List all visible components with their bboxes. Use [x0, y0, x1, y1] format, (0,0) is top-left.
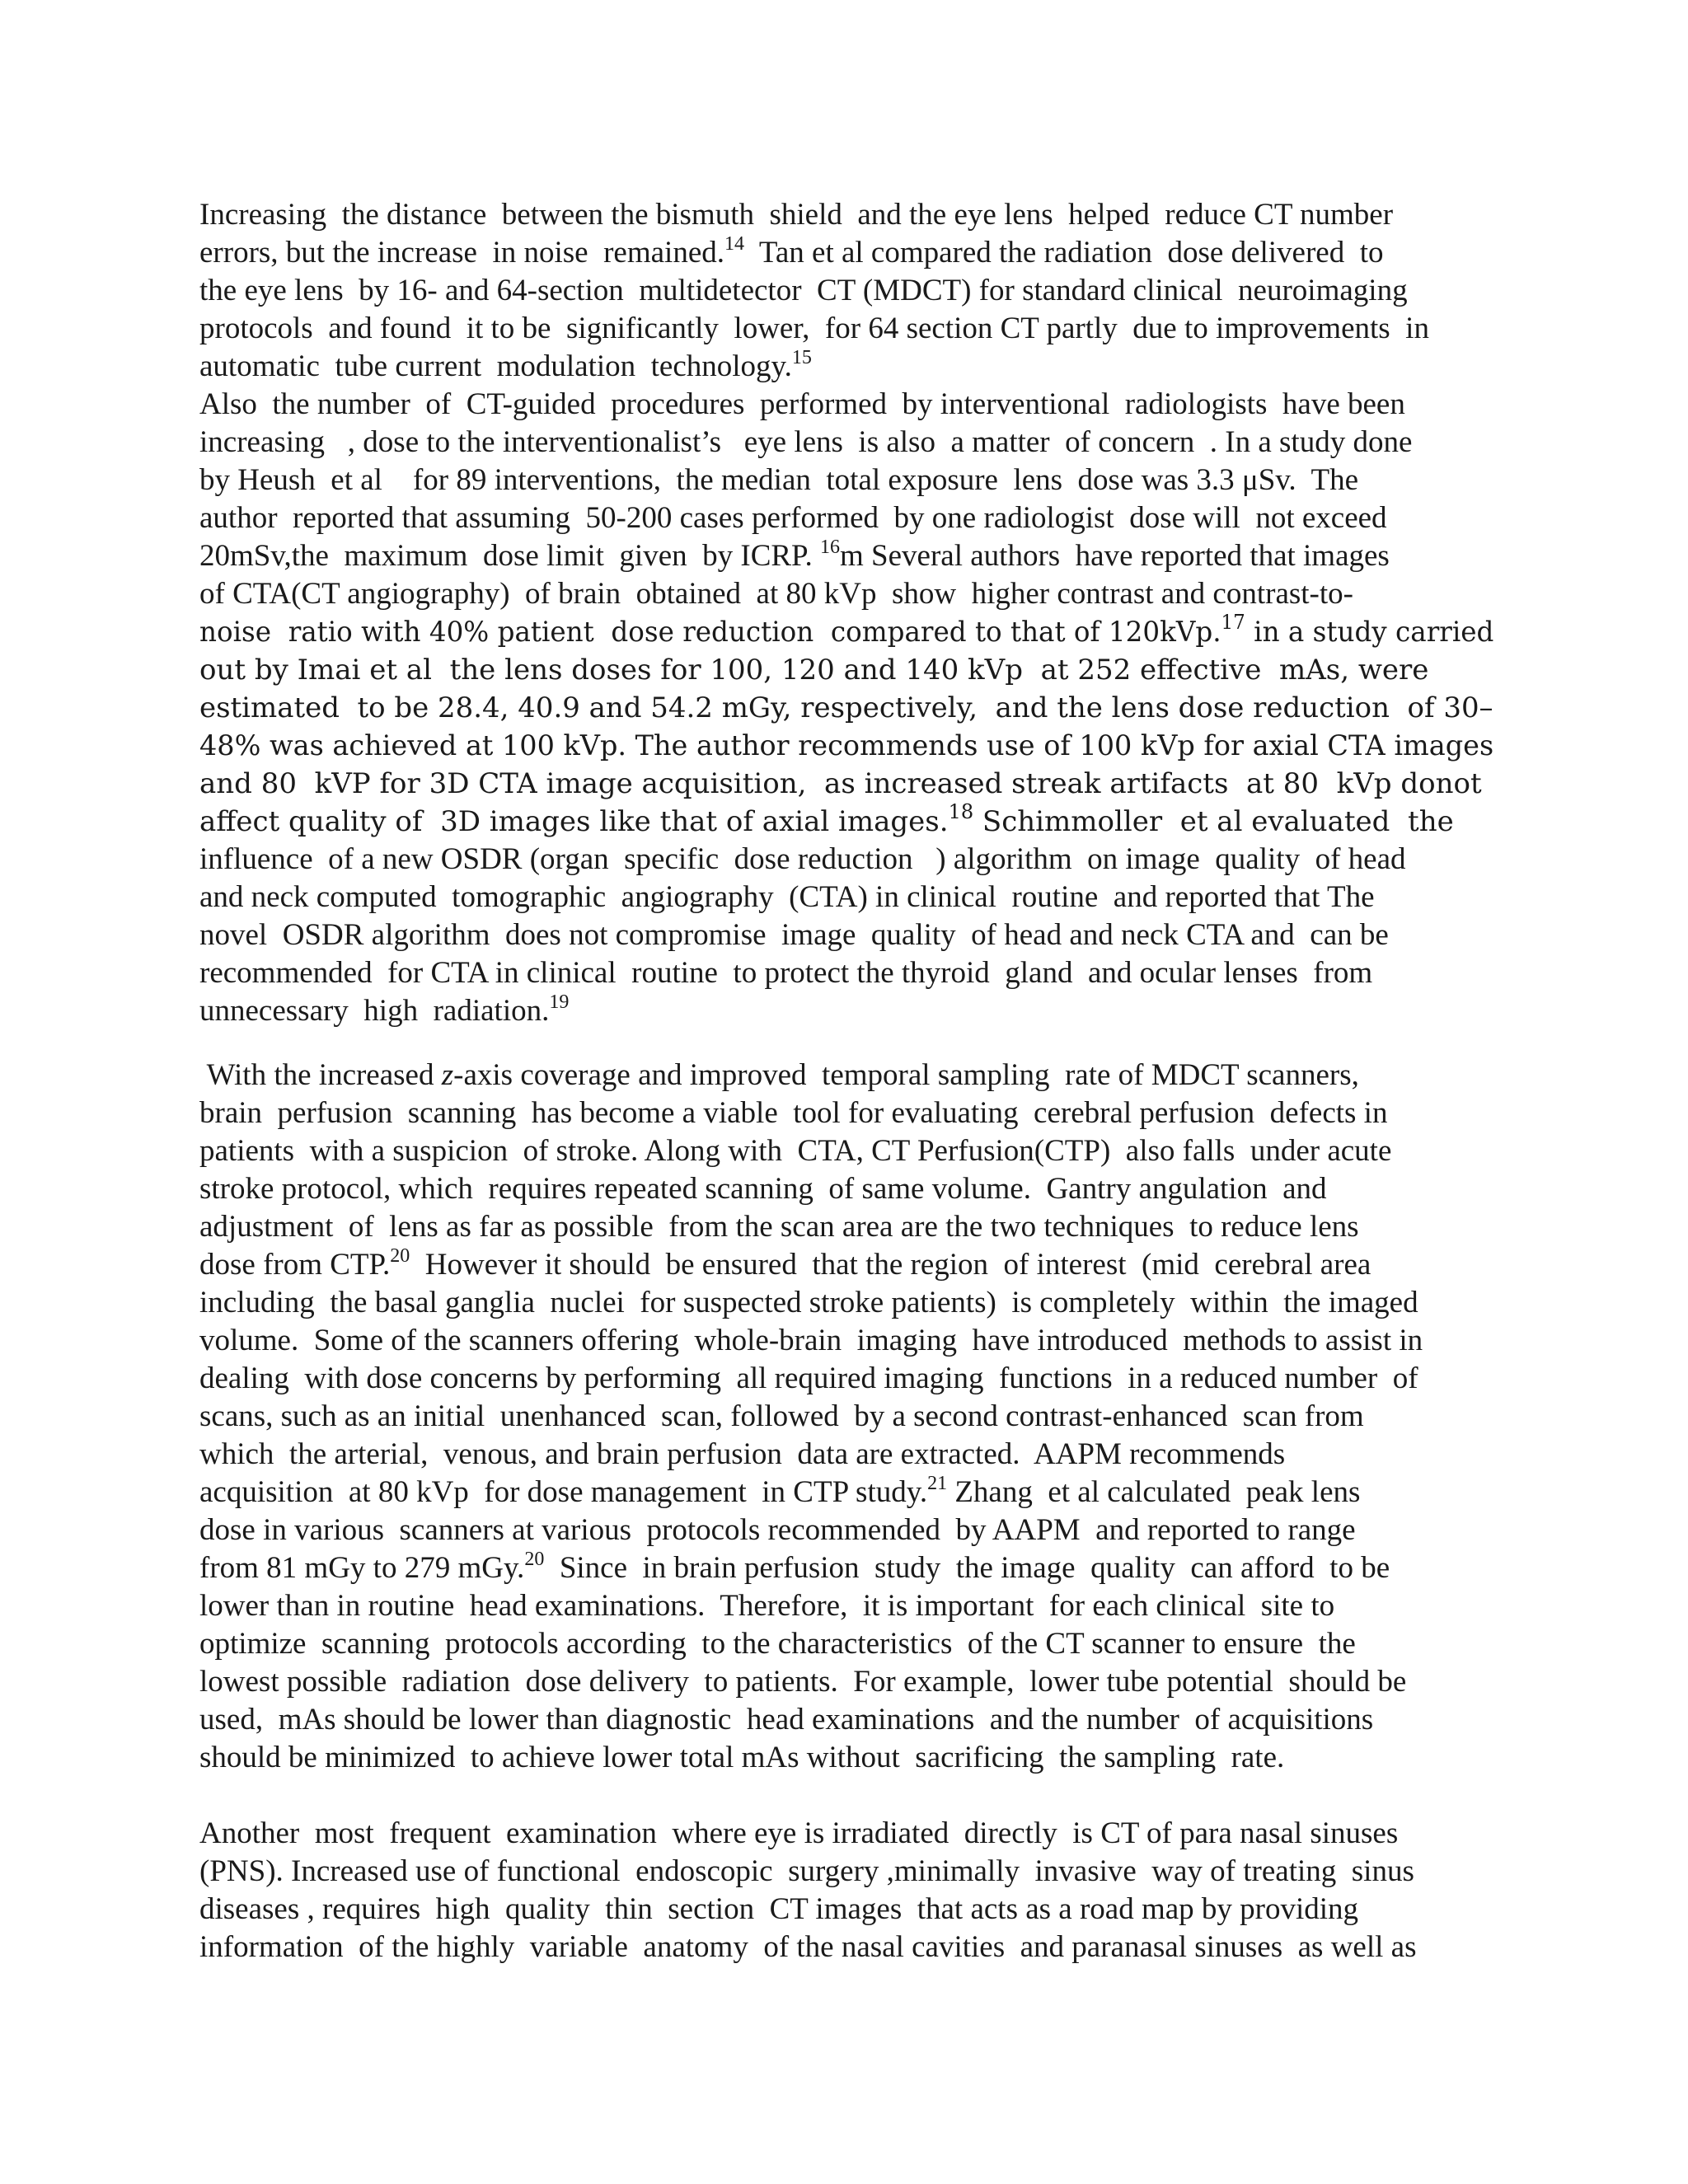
- text-line: scans, such as an initial unenhanced scan, followed by a second contrast-enhanced scan from: [199, 1399, 1364, 1433]
- text-line: (PNS). Increased use of functional endoscopic surgery ,minimally invasive way of treating sinus: [199, 1854, 1414, 1888]
- text-line: unnecessary high radiation.$^{19}$: [199, 991, 570, 1028]
- text-line: brain perfusion scanning has become a viable tool for evaluating cerebral perfusion defects in: [199, 1096, 1388, 1130]
- text-line: errors, but the increase in noise remained.$^{14}$ Tan et al compared the radiation dose delivered to: [199, 233, 1384, 269]
- citation-18: 18: [948, 800, 974, 823]
- text-line: patients with a suspicion of stroke. Along with CTA, CT Perfusion(CTP) also falls under acute: [199, 1134, 1392, 1168]
- text-line: out by Imai et al the lens doses for 100, 120 and 140 kVp at 252 effective mAs, were: [199, 654, 1429, 687]
- citation-19: 19: [549, 991, 570, 1013]
- text-line: by Heush et al for 89 interventions, the median total exposure lens dose was 3.3 μSv. The: [199, 463, 1359, 497]
- text-line: author reported that assuming 50-200 cases performed by one radiologist dose will not exceed: [199, 501, 1387, 535]
- text-line: optimize scanning protocols according to the characteristics of the CT scanner to ensure the: [199, 1627, 1356, 1661]
- text-line: volume. Some of the scanners offering whole-brain imaging have introduced methods to assist in: [199, 1324, 1423, 1357]
- text-line: lower than in routine head examinations. Therefore, it is important for each clinical site to: [199, 1589, 1335, 1623]
- text-line: acquisition at 80 kVp for dose management in CTP study.$^{21}$ Zhang et al calculated peak lens: [199, 1473, 1361, 1509]
- text-line: the eye lens by 16- and 64-section multidetector CT (MDCT) for standard clinical neuroimaging: [199, 274, 1408, 307]
- text-line: should be minimized to achieve lower total mAs without sacrificing the sampling rate.: [199, 1741, 1285, 1774]
- text-line: information of the highly variable anatomy of the nasal cavities and paranasal sinuses as well as: [199, 1930, 1417, 1964]
- text-line: 20mSv,the maximum dose limit given by ICRP. $^{16}$m Several authors have reported that images: [199, 537, 1390, 573]
- text-line: noise ratio with 40% patient dose reduction compared to that of 120kVp.$^{17}$ in a study carried: [199, 611, 1494, 649]
- text-line: novel OSDR algorithm does not compromise image quality of head and neck CTA and can be: [199, 918, 1389, 952]
- text-line: recommended for CTA in clinical routine to protect the thyroid gland and ocular lenses from: [199, 956, 1373, 990]
- text-line: affect quality of 3D images like that of axial images.$^{18}$ Schimmoller et al evaluated the: [199, 800, 1454, 838]
- text-line: dose from CTP.$^{20}$ However it should be ensured that the region of interest (mid cerebral area: [199, 1245, 1372, 1282]
- text-line: estimated to be 28.4, 40.9 and 54.2 mGy, respectively, and the lens dose reduction of 30–: [199, 691, 1493, 724]
- text-line: increasing , dose to the interventionalist’s eye lens is also a matter of concern . In a study done: [199, 425, 1413, 459]
- text-line: and 80 kVP for 3D CTA image acquisition, as increased streak artifacts at 80 kVp donot: [199, 767, 1482, 800]
- text-line: diseases , requires high quality thin section CT images that acts as a road map by providing: [199, 1892, 1359, 1926]
- citation-14: 14: [724, 233, 744, 255]
- text-line: from 81 mGy to 279 mGy.$^{20}$ Since in brain perfusion study the image quality can afford to be: [199, 1549, 1390, 1585]
- text-line: Also the number of CT-guided procedures performed by interventional radiologists have been: [199, 387, 1405, 421]
- text-line: protocols and found it to be significantly lower, for 64 section CT partly due to improvements in: [199, 312, 1429, 345]
- text-line: adjustment of lens as far as possible from the scan area are the two techniques to reduce lens: [199, 1210, 1359, 1244]
- text-line: Increasing the distance between the bismuth shield and the eye lens helped reduce CT number: [199, 198, 1394, 232]
- text-line: and neck computed tomographic angiography (CTA) in clinical routine and reported that The: [199, 880, 1375, 914]
- text-line: stroke protocol, which requires repeated scanning of same volume. Gantry angulation and: [199, 1172, 1327, 1206]
- text-line: influence of a new OSDR (organ specific dose reduction ) algorithm on image quality of head: [199, 842, 1406, 876]
- citation-17: 17: [1221, 611, 1245, 634]
- text-line: dealing with dose concerns by performing all required imaging functions in a reduced number of: [199, 1361, 1418, 1395]
- citation-20: 20: [390, 1245, 410, 1267]
- text-line: lowest possible radiation dose delivery to patients. For example, lower tube potential should be: [199, 1665, 1407, 1699]
- text-line: With the increased z-axis coverage and improved temporal sampling rate of MDCT scanners,: [199, 1058, 1359, 1092]
- text-line: 48% was achieved at 100 kVp. The author recommends use of 100 kVp for axial CTA images: [199, 729, 1494, 762]
- citation-15: 15: [791, 347, 812, 368]
- text-line: which the arterial, venous, and brain perfusion data are extracted. AAPM recommends: [199, 1437, 1286, 1471]
- citation-20: 20: [524, 1549, 545, 1570]
- text-line: used, mAs should be lower than diagnostic head examinations and the number of acquisitions: [199, 1703, 1374, 1736]
- text-line: including the basal ganglia nuclei for suspected stroke patients) is completely within the imaged: [199, 1286, 1418, 1319]
- text-line: Another most frequent examination where eye is irradiated directly is CT of para nasal sinuses: [199, 1816, 1399, 1850]
- citation-16: 16: [820, 537, 841, 558]
- text-line: dose in various scanners at various protocols recommended by AAPM and reported to range: [199, 1513, 1356, 1547]
- citation-21: 21: [927, 1473, 948, 1494]
- text-line: of CTA(CT angiography) of brain obtained at 80 kVp show higher contrast and contrast-to-: [199, 577, 1353, 611]
- text-line: automatic tube current modulation technology.$^{15}$: [199, 347, 812, 383]
